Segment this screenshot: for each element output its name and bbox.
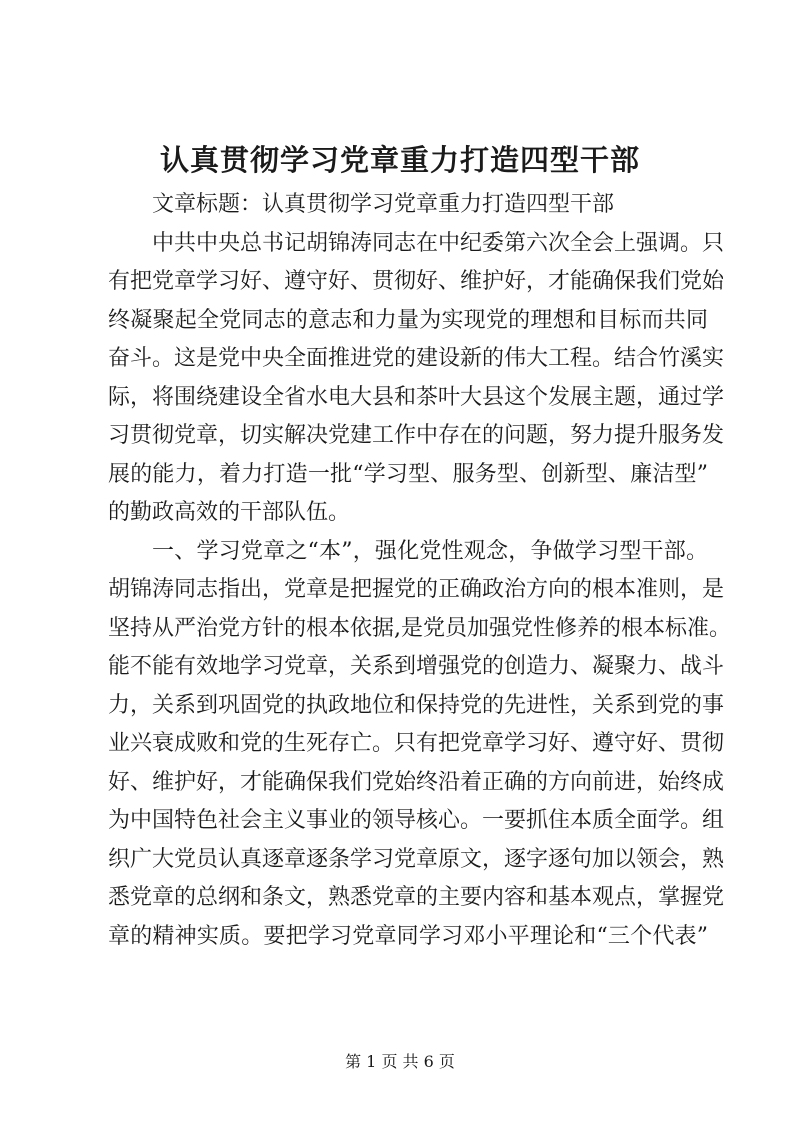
paragraph-section-one-line: 一、学习党章之“本”，强化党性观念，争做学习型干部。 [152,538,708,564]
article-heading-line: 文章标题：认真贯彻学习党章重力打造四型干部 [152,192,615,217]
paragraph-intro-line: 有把党章学习好、遵守好、贯彻好、维护好，才能确保我们党始 [108,269,725,294]
paragraph-section-one-line: 织广大党员认真逐章逐条学习党章原文，逐字逐句加以领会，熟 [108,846,725,872]
paragraph-section-one-line: 坚持从严治党方针的根本依据,是党员加强党性修养的根本标准。 [108,615,731,641]
page-footer: 第 1 页 共 6 页 [345,1052,455,1071]
paragraph-intro-line: 奋斗。这是党中央全面推进党的建设新的伟大工程。结合竹溪实 [108,346,725,371]
document-body [108,186,731,956]
document-title: 认真贯彻学习党章重力打造四型干部 [159,143,640,177]
paragraph-section-one-line: 业兴衰成败和党的生死存亡。只有把党章学习好、遵守好、贯彻 [108,731,725,756]
paragraph-section-one-line: 为中国特色社会主义事业的领导核心。一要抓住本质全面学。组 [108,808,725,833]
paragraph-intro-line: 习贯彻党章，切实解决党建工作中存在的问题，努力提升服务发 [108,423,725,448]
paragraph-section-one-line: 好、维护好，才能确保我们党始终沿着正确的方向前进，始终成 [108,769,725,795]
paragraph-section-one-line: 悉党章的总纲和条文，熟悉党章的主要内容和基本观点，掌握党 [108,885,725,910]
paragraph-intro-line: 的勤政高效的干部队伍。 [108,500,351,525]
paragraph-intro-line: 终凝聚起全党同志的意志和力量为实现党的理想和目标而共同 [108,307,708,333]
paragraph-section-one-line: 胡锦涛同志指出，党章是把握党的正确政治方向的根本准则，是 [108,577,725,602]
paragraph-section-one-line: 力，关系到巩固党的执政地位和保持党的先进性，关系到党的事 [108,692,725,718]
paragraph-intro-line: 中共中央总书记胡锦涛同志在中纪委第六次全会上强调。只 [152,230,725,256]
paragraph-section-one-line: 章的精神实质。要把学习党章同学习邓小平理论和“三个代表” [108,923,708,949]
paragraph-section-one-line: 能不能有效地学习党章，关系到增强党的创造力、凝聚力、战斗 [108,654,725,679]
paragraph-intro-line: 展的能力，着力打造一批“学习型、服务型、创新型、廉洁型” [108,461,708,487]
paragraph-intro-line: 际，将围绕建设全省水电大县和茶叶大县这个发展主题，通过学 [108,384,725,410]
